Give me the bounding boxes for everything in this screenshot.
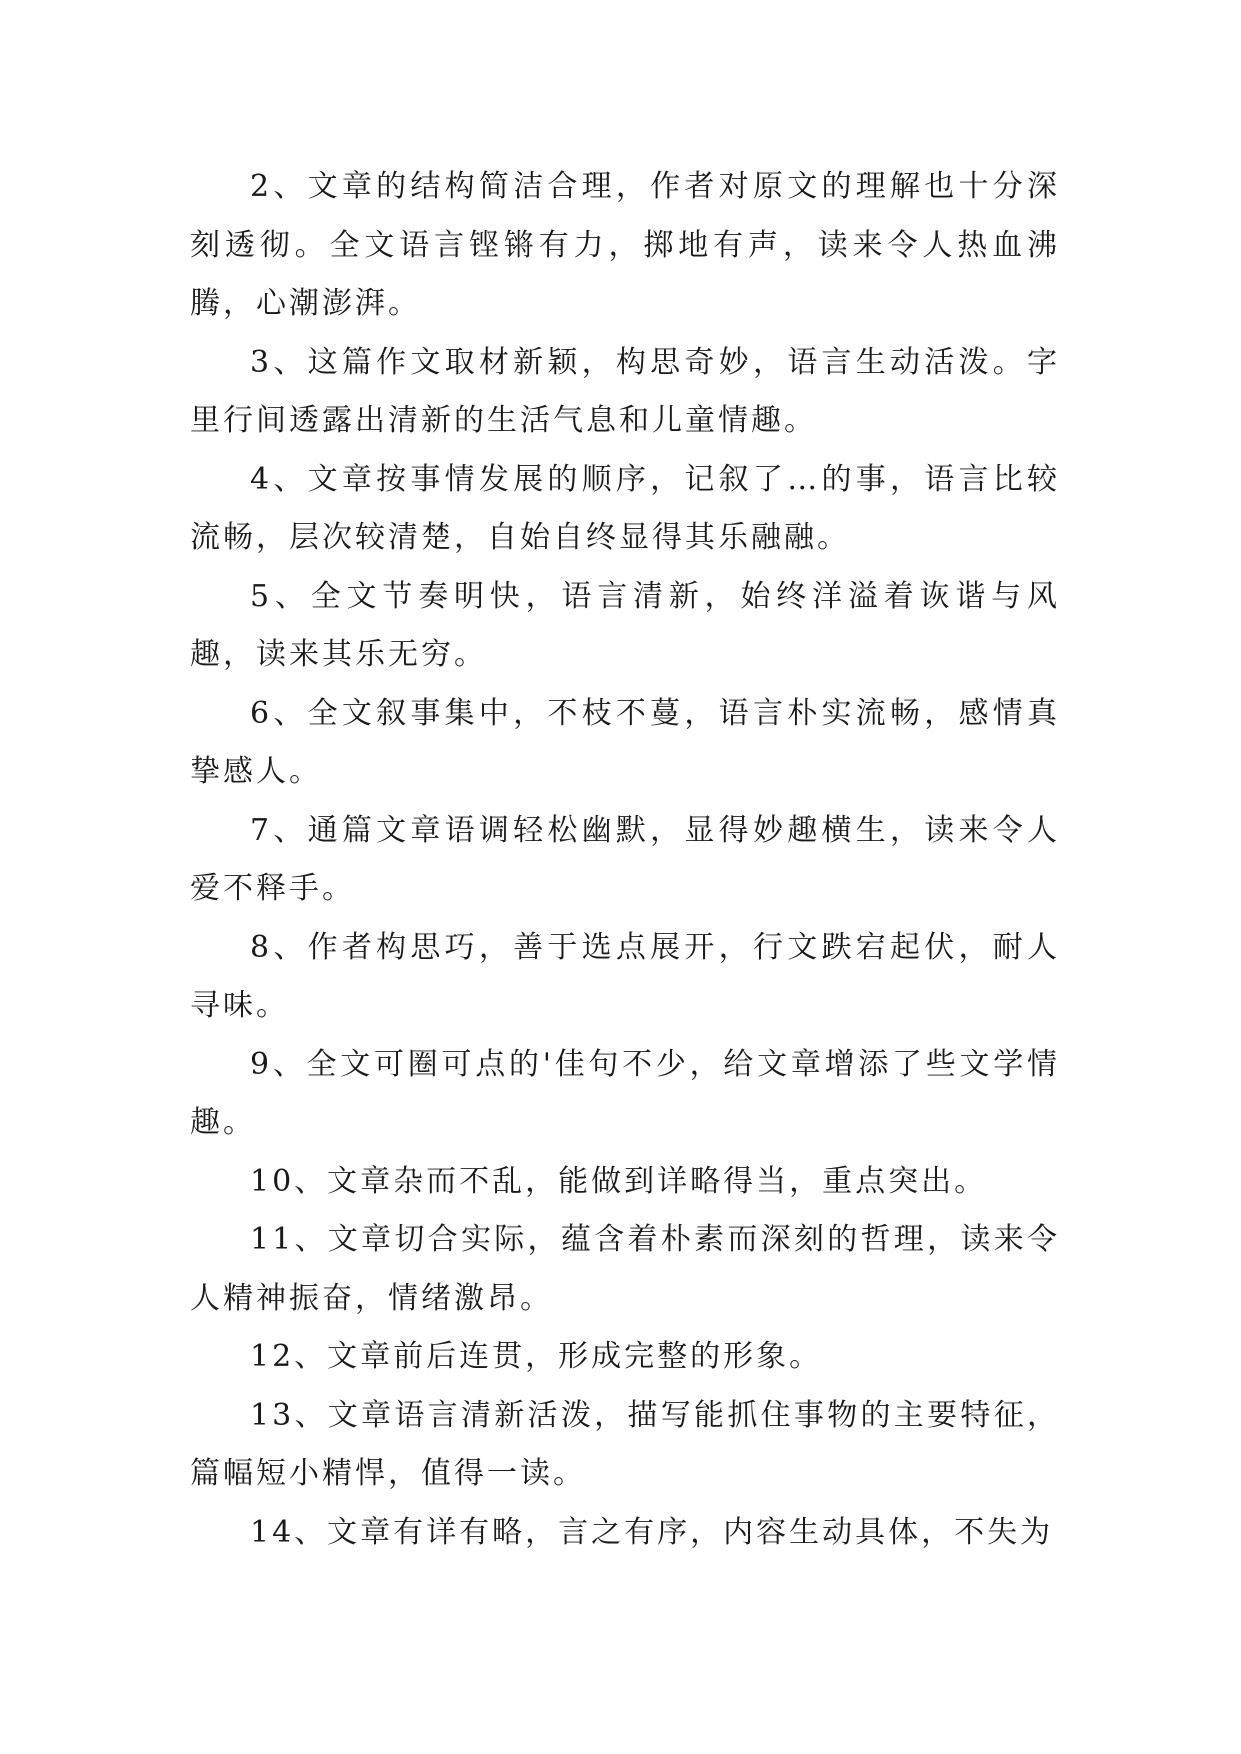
comment-paragraph-7: 7、通篇文章语调轻松幽默，显得妙趣横生，读来令人爱不释手。 — [190, 812, 1060, 906]
document-body — [190, 158, 1060, 1562]
comment-paragraph-8: 8、作者构思巧，善于选点展开，行文跌宕起伏，耐人寻味。 — [190, 929, 1060, 1023]
comment-paragraph-10: 10、文章杂而不乱，能做到详略得当，重点突出。 — [250, 1163, 988, 1199]
comment-paragraph-6: 6、全文叙事集中，不枝不蔓，语言朴实流畅，感情真挚感人。 — [190, 695, 1060, 789]
comment-paragraph-11: 11、文章切合实际，蕴含着朴素而深刻的哲理，读来令人精神振奋，情绪激昂。 — [190, 1222, 1060, 1316]
comment-paragraph-4: 4、文章按事情发展的顺序，记叙了…的事，语言比较流畅，层次较清楚，自始自终显得其乐融融。 — [190, 461, 1060, 555]
comment-paragraph-5: 5、全文节奏明快，语言清新，始终洋溢着诙谐与风趣，读来其乐无穷。 — [190, 578, 1060, 672]
comment-paragraph-9: 9、全文可圈可点的'佳句不少，给文章增添了些文学情趣。 — [190, 1046, 1060, 1140]
comment-paragraph-12: 12、文章前后连贯，形成完整的形象。 — [250, 1339, 823, 1374]
comment-paragraph-3: 3、这篇作文取材新颖，构思奇妙，语言生动活泼。字里行间透露出清新的生活气息和儿童情趣。 — [190, 344, 1060, 438]
comment-paragraph-2: 2、文章的结构简洁合理，作者对原文的理解也十分深刻透彻。全文语言铿锵有力，掷地有声，读来令人热血沸腾，心潮澎湃。 — [190, 169, 1060, 321]
comment-paragraph-14: 14、文章有详有略，言之有序，内容生动具体，不失为 — [250, 1514, 1054, 1550]
comment-paragraph-13: 13、文章语言清新活泼，描写能抓住事物的主要特征，篇幅短小精悍，值得一读。 — [190, 1397, 1060, 1491]
